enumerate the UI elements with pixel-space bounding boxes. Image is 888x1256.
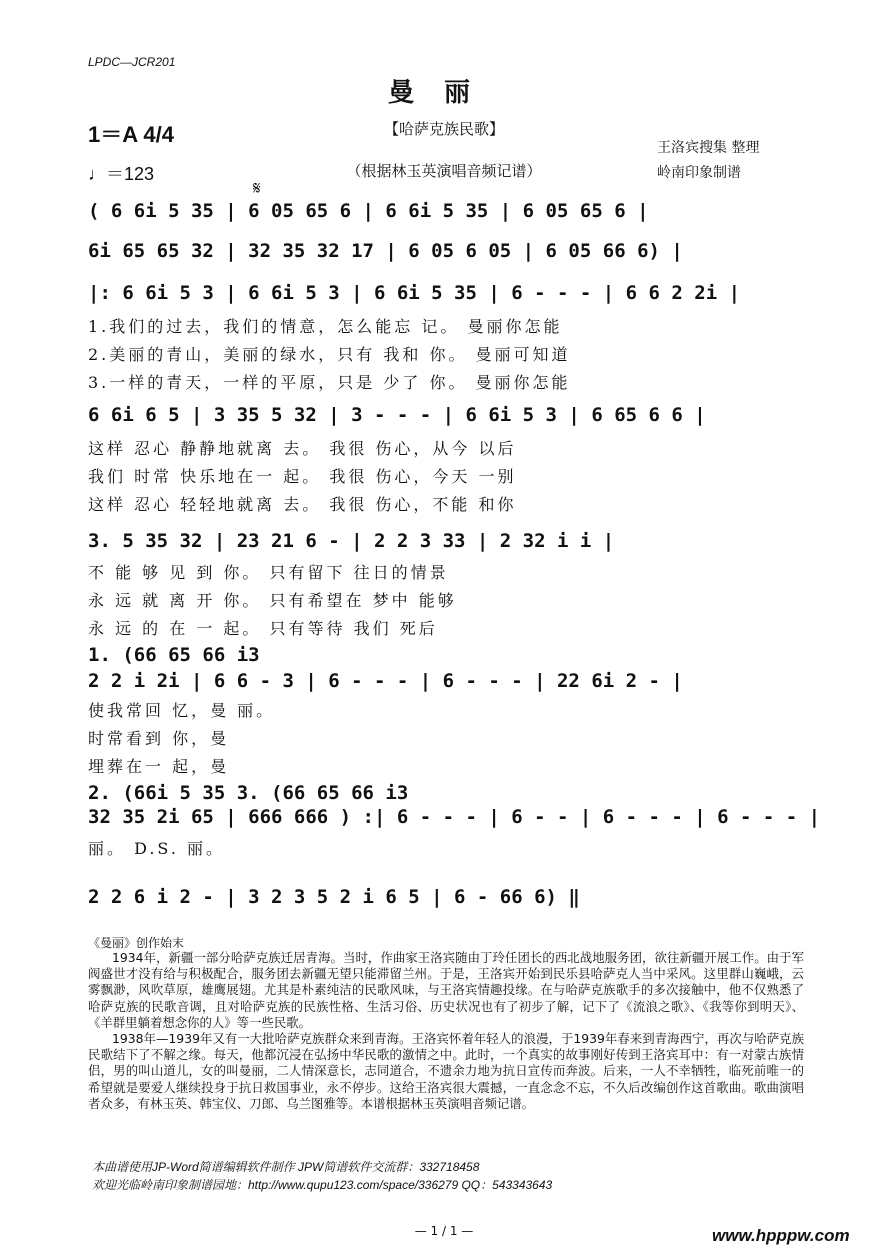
engraver-credit: 岭南印象制谱: [657, 165, 741, 181]
lyric-line: 1.我们的过去，我们的情意，怎么能忘 记。 曼丽你怎能: [88, 317, 563, 336]
genre-label: 【哈萨克族民歌】: [383, 120, 504, 138]
essay-paragraph: 1938年—1939年又有一大批哈萨克族群众来到青海。王洛宾怀着年轻人的浪漫，于1939年春来到青海西宁，再次与哈萨克族民歌结下了不解之缘。每天，他都沉浸在弘扬中华民歌的激情之中。此时，一个真实的故事刚好传到王洛宾耳中：有一对蒙古族情侣，男的叫山道儿，女的叫曼丽，二人情深意长，志同道合，不遗余力地为抗日宣传而奔波。后来，一人不幸牺牲，临死前唯一的希望就是要爱人继续投身于抗日救国事业，永不停步。这给王洛宾很大震撼，一直念念不忘，不久后改编创作这首歌曲。歌曲演唱者众多，有林玉英、韩宝仪、刀郎、乌兰图雅等。本谱根据林玉英演唱音频记谱。: [88, 1031, 804, 1111]
tempo-marking: ♩＝123: [88, 164, 155, 184]
notation-line: 3. 5 35 32 | 23 21 6 - | 2 2 3 33 | 2 32 i i |: [88, 530, 615, 552]
website-credit: 欢迎光临岭南印象制谱园地：http://www.qupu123.com/space/336279 QQ：543343643: [92, 1178, 553, 1192]
collector-credit: 王洛宾搜集 整理: [657, 140, 760, 156]
lyric-line: 埋葬在一 起，曼: [88, 757, 230, 776]
lyric-line: 永 远 的 在 一 起。 只有等待 我们 死后: [88, 619, 438, 638]
essay-text: [88, 950, 804, 1112]
lyric-line: 永 远 就 离 开 你。 只有希望在 梦中 能够: [88, 591, 457, 610]
lyric-line: 这样 忍心 轻轻地就离 去。 我很 伤心，不能 和你: [88, 495, 517, 514]
notation-line: 2. (66i 5 35 3. (66 65 66 i3: [88, 782, 409, 804]
lyric-line: 这样 忍心 静静地就离 去。 我很 伤心，从今 以后: [88, 439, 517, 458]
lyric-line: 丽。 D.S. 丽。: [88, 839, 225, 858]
notation-line: ( 6 6i 5 35 | 6 05 65 6 | 6 6i 5 35 | 6 05 65 6 |: [88, 200, 649, 222]
key-signature: 1＝A 4/4: [88, 122, 175, 147]
source-note: （根据林玉英演唱音频记谱）: [346, 162, 542, 180]
segno-icon: 𝄋: [253, 178, 261, 199]
lyric-line: 2.美丽的青山，美丽的绿水，只有 我和 你。 曼丽可知道: [88, 345, 571, 364]
notation-line: 6i 65 65 32 | 32 35 32 17 | 6 05 6 05 | 6 05 66 6) |: [88, 240, 683, 262]
song-title: 曼丽: [387, 78, 500, 108]
lyric-line: 时常看到 你，曼: [88, 729, 230, 748]
watermark-site: www.hpppw.com: [712, 1226, 850, 1245]
notation-line: 2 2 i 2i | 6 6 - 3 | 6 - - - | 6 - - - | 22 6i 2 - |: [88, 670, 683, 692]
essay-heading: 《曼丽》创作始末: [88, 936, 185, 950]
score-code: LPDC—JCR201: [88, 55, 176, 69]
notation-line: 32 35 2i 65 | 666 666 ) :| 6 - - - | 6 - - | 6 - - - | 6 - - - |: [88, 806, 821, 828]
lyric-line: 3.一样的青天，一样的平原，只是 少了 你。 曼丽你怎能: [88, 373, 571, 392]
essay-paragraph: 1934年，新疆一部分哈萨克族迁居青海。当时，作曲家王洛宾随由丁玲任团长的西北战地服务团，欲往新疆开展工作。由于军阀盛世才没有给与积极配合，服务团去新疆无望只能滞留兰州。于是，王洛宾开始到民乐县哈萨克人当中采风。这里群山巍峨，云雾飘渺，风吹草原，雄鹰展翅。尤其是朴素纯洁的民歌风味，与王洛宾情趣投缘。在与哈萨克族歌手的多次接触中，他不仅熟悉了哈萨克族的民歌音调，且对哈萨克族的民族性格、生活习俗、历史状况也有了初步了解，记下了《流浪之歌》、《我等你到明天》、《羊群里躺着想念你的人》等一些民歌。: [88, 950, 804, 1030]
page-number: — 1 / 1 —: [414, 1224, 474, 1238]
lyric-line: 我们 时常 快乐地在一 起。 我很 伤心，今天 一别: [88, 467, 517, 486]
notation-line: 1. (66 65 66 i3: [88, 644, 260, 666]
notation-line: |: 6 6i 5 3 | 6 6i 5 3 | 6 6i 5 35 | 6 - - - | 6 6 2 2i |: [88, 282, 741, 304]
notation-line: 2 2 6 i 2 - | 3 2 3 5 2 i 6 5 | 6 - 66 6) ‖: [88, 886, 580, 908]
notation-line: 6 6i 6 5 | 3 35 5 32 | 3 - - - | 6 6i 5 3 | 6 65 6 6 |: [88, 404, 706, 426]
software-credit: 本曲谱使用JP-Word简谱编辑软件制作 JPW简谱软件交流群：332718458: [92, 1160, 480, 1174]
lyric-line: 不 能 够 见 到 你。 只有留下 往日的情景: [88, 563, 449, 582]
lyric-line: 使我常回 忆，曼 丽。: [88, 701, 276, 720]
